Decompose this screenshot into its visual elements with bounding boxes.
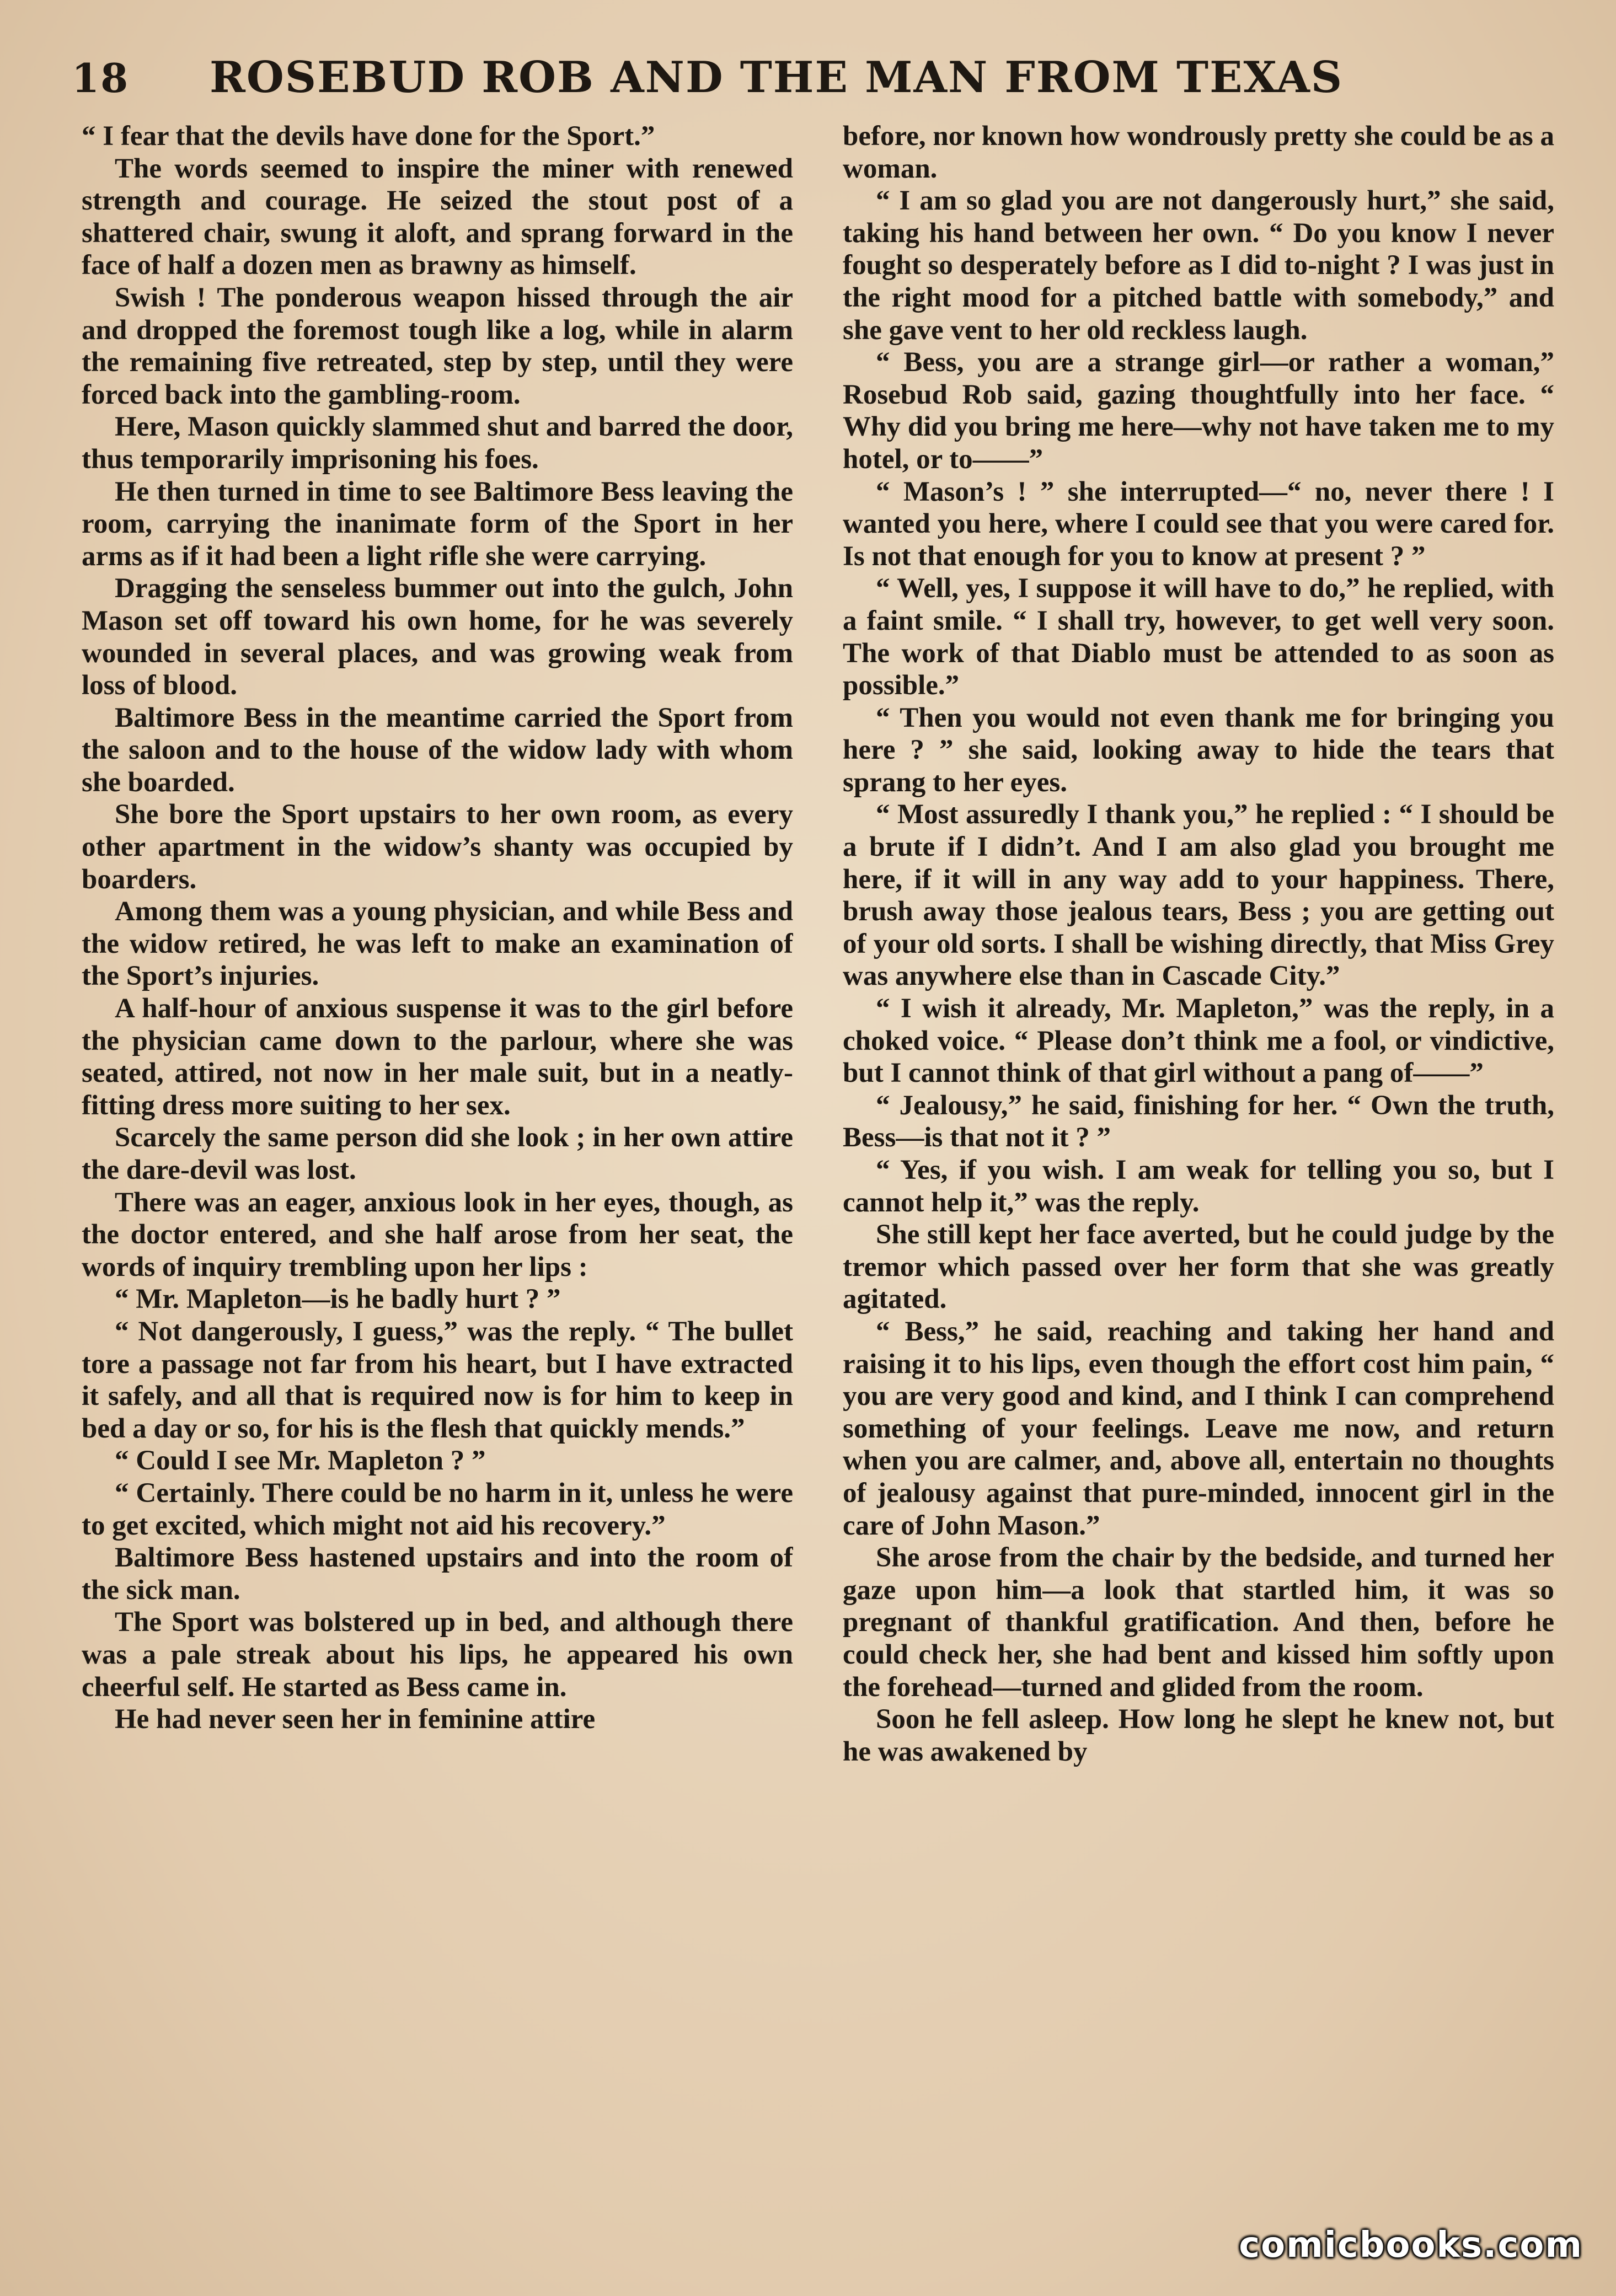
left-text-column xyxy=(82,120,793,2215)
right-text-column xyxy=(843,120,1554,2215)
paragraph: The Sport was bolstered up in bed, and although there was a pale streak about his lips, he appeared his own cheerful self. He started as Bess came in. xyxy=(82,1607,793,1703)
paragraph: Dragging the senseless bummer out into the gulch, John Mason set off toward his own home, for he was severely wounded in several places, and was growing weak from loss of blood. xyxy=(82,573,793,701)
paragraph: Soon he fell asleep. How long he slept he knew not, but he was awakened by xyxy=(843,1704,1554,1767)
page-number: 18 xyxy=(72,55,130,101)
paragraph: Baltimore Bess in the meantime carried the Sport from the saloon and to the house of the widow lady with whom she boarded. xyxy=(82,702,793,798)
paragraph: Here, Mason quickly slammed shut and barred the door, thus temporarily imprisoning his foes. xyxy=(82,411,793,475)
paragraph: Baltimore Bess hastened upstairs and into the room of the sick man. xyxy=(82,1542,793,1606)
paragraph: There was an eager, anxious look in her eyes, though, as the doctor entered, and she half arose from her seat, the words of inquiry trembling upon her lips : xyxy=(82,1187,793,1283)
paragraph: Among them was a young physician, and while Bess and the widow retired, he was left to make an examination of the Sport’s injuries. xyxy=(82,896,793,992)
site-watermark: comicbooks.com xyxy=(1239,2225,1583,2266)
paragraph: “ Bess,” he said, reaching and taking her hand and raising it to his lips, even though the effort cost him pain, “ you are very good and kind, and I think I can comprehend something of your feelings. Leave me now, and return when you are calmer, and, above all, entertain no thoughts of jealousy against that pure-minded, innocent girl in the care of John Mason.” xyxy=(843,1316,1554,1541)
paragraph: “ Then you would not even thank me for bringing you here ? ” she said, looking away to hide the tears that sprang to her eyes. xyxy=(843,702,1554,798)
paragraph: A half-hour of anxious suspense it was to the girl before the physician came down to the parlour, where she was seated, attired, not now in her male suit, but in a neatly-fitting dress more suiting to her sex. xyxy=(82,993,793,1121)
paragraph: “ I fear that the devils have done for the Sport.” xyxy=(82,121,655,152)
paragraph: “ Not dangerously, I guess,” was the reply. “ The bullet tore a passage not far from his heart, but I have extracted it safely, and all that is required now is for him to keep in bed a day or so, for his is the flesh that quickly mends.” xyxy=(82,1316,793,1444)
paragraph: “ I wish it already, Mr. Mapleton,” was the reply, in a choked voice. “ Please don’t think me a fool, or vindictive, but I cannot think of that girl without a pang of——” xyxy=(843,993,1554,1089)
paragraph: The words seemed to inspire the miner with renewed strength and courage. He seized the stout post of a shattered chair, swung it aloft, and sprang forward in the face of half a dozen men as brawny as himself. xyxy=(82,153,793,281)
paragraph: She arose from the chair by the bedside, and turned her gaze upon him—a look that startled him, it was so pregnant of thankful gratification. And then, before he could check her, she had bent and kissed him softly upon the forehead—turned and glided from the room. xyxy=(843,1542,1554,1703)
paragraph: before, nor known how wondrously pretty she could be as a woman. xyxy=(843,121,1554,184)
paragraph: “ Certainly. There could be no harm in it, unless he were to get excited, which might not aid his recovery.” xyxy=(82,1477,793,1541)
paragraph: She bore the Sport upstairs to her own room, as every other apartment in the widow’s shanty was occupied by boarders. xyxy=(82,799,793,895)
paragraph: “ Well, yes, I suppose it will have to do,” he replied, with a faint smile. “ I shall try, however, to get well very soon. The work of that Diablo must be attended to as soon as possible.” xyxy=(843,573,1554,701)
paragraph: Scarcely the same person did she look ; in her own attire the dare-devil was lost. xyxy=(82,1122,793,1185)
paragraph: “ Mason’s ! ” she interrupted—“ no, never there ! I wanted you here, where I could see that you were cared for. Is not that enough for you to know at present ? ” xyxy=(843,476,1554,572)
paragraph: “ Most assuredly I thank you,” he replied : “ I should be a brute if I didn’t. And I am also glad you brought me here, if it will in any way add to your happiness. There, brush away those jealous tears, Bess ; you are getting out of your old sorts. I shall be wishing directly, that Miss Grey was anywhere else than in Cascade City.” xyxy=(843,799,1554,992)
paragraph: He then turned in time to see Baltimore Bess leaving the room, carrying the inanimate form of the Sport in her arms as if it had been a light rifle she were carrying. xyxy=(82,476,793,572)
paragraph: “ Yes, if you wish. I am weak for telling you so, but I cannot help it,” was the reply. xyxy=(843,1155,1554,1218)
paragraph: “ Bess, you are a strange girl—or rather a woman,” Rosebud Rob said, gazing thoughtfully into her face. “ Why did you bring me here—why not have taken me to my hotel, or to——” xyxy=(843,347,1554,475)
paragraph: Swish ! The ponderous weapon hissed through the air and dropped the foremost tough like a log, while in alarm the remaining five retreated, step by step, until they were forced back into the gambling-room. xyxy=(82,282,793,410)
paragraph: “ I am so glad you are not dangerously hurt,” she said, taking his hand between her own. “ Do you know I never fought so desperately before as I did to-night ? I was just in the right mood for a pitched battle with somebody,” and she gave vent to her old reckless laugh. xyxy=(843,185,1554,346)
page-header xyxy=(72,52,1561,119)
paragraph: “ Could I see Mr. Mapleton ? ” xyxy=(115,1445,486,1477)
paragraph: “ Jealousy,” he said, finishing for her. “ Own the truth, Bess—is that not it ? ” xyxy=(843,1090,1554,1154)
paragraph: She still kept her face averted, but he could judge by the tremor which passed over her form that she was greatly agitated. xyxy=(843,1219,1554,1315)
paragraph: “ Mr. Mapleton—is he badly hurt ? ” xyxy=(115,1284,561,1315)
running-title: ROSEBUD ROB AND THE MAN FROM TEXAS xyxy=(210,52,1344,103)
paragraph: He had never seen her in feminine attire xyxy=(115,1704,596,1735)
